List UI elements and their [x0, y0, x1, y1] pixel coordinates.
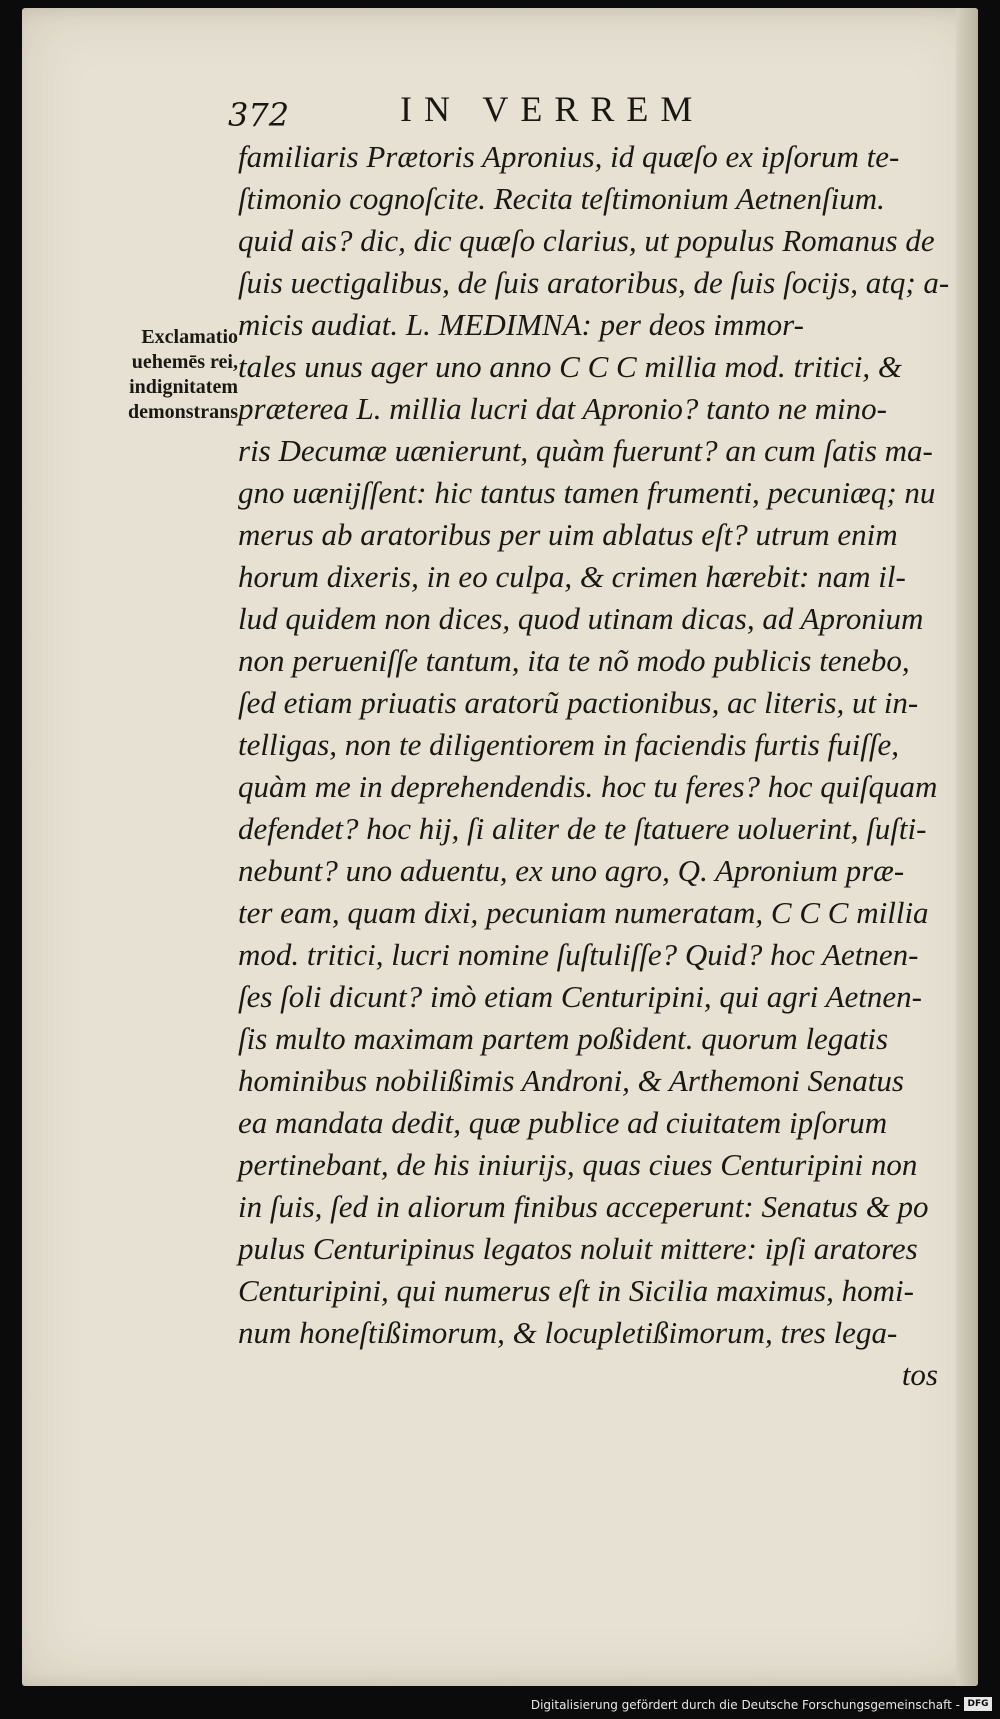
text-line: in ſuis, ſed in aliorum finibus acceperunt: Senatus & po	[238, 1189, 929, 1224]
text-line: horum dixeris, in eo culpa, & crimen hærebit: nam il-	[238, 559, 906, 594]
text-line: mod. tritici, lucri nomine ſuſtuliſſe? Quid? hoc Aetnen-	[238, 937, 919, 972]
text-line: merus ab aratoribus per uim ablatus eſt? utrum enim	[238, 517, 898, 552]
marginal-note-line: demonstrans	[127, 401, 238, 423]
page-number: 372	[228, 96, 290, 134]
text-line: ſtimonio cognoſcite. Recita teſtimonium Aetnenſium.	[238, 181, 885, 216]
text-line: ris Decumæ uænierunt, quàm fuerunt? an cum ſatis ma-	[238, 433, 933, 468]
text-line: hominibus nobilißimis Androni, & Arthemoni Senatus	[238, 1063, 904, 1098]
catchword: tos	[901, 1357, 938, 1392]
text-line: tales unus ager uno anno C C C millia mod. tritici, &	[238, 349, 902, 384]
text-line: num honeſtißimorum, & locupletißimorum, tres lega-	[238, 1315, 898, 1350]
text-line: telligas, non te diligentiorem in faciendis furtis fuiſſe,	[238, 727, 899, 762]
text-line: ſes ſoli dicunt? imò etiam Centuripini, qui agri Aetnen-	[238, 979, 922, 1014]
text-line: non perueniſſe tantum, ita te nõ modo publicis tenebo,	[238, 643, 910, 678]
body-text	[238, 136, 950, 1396]
text-line: familiaris Prætoris Apronius, id quæſo ex ipſorum te-	[238, 139, 900, 174]
text-line: Centuripini, qui numerus eſt in Sicilia maximus, homi-	[238, 1273, 914, 1308]
marginal-note-line: indignitatem	[129, 376, 238, 398]
text-line: quid ais? dic, dic quæſo clarius, ut populus Romanus de	[238, 223, 935, 258]
footer-credit: Digitalisierung gefördert durch die Deutsche Forschungsgemeinschaft -	[530, 1698, 960, 1712]
text-line: ſis multo maximam partem poßident. quorum legatis	[238, 1021, 889, 1056]
text-line: quàm me in deprehendendis. hoc tu feres? hoc quiſquam	[238, 769, 938, 804]
marginal-note-line: uehemēs rei,	[131, 351, 238, 373]
text-line: præterea L. millia lucri dat Apronio? tanto ne mino-	[238, 391, 887, 426]
running-title: IN VERREM	[400, 89, 705, 129]
text-line: gno uænijſſent: hic tantus tamen frumenti, pecuniæq; nu	[238, 475, 936, 510]
text-line: ſed etiam priuatis aratorũ pactionibus, ac literis, ut in-	[238, 685, 919, 720]
text-line: ea mandata dedit, quæ publice ad ciuitatem ipſorum	[238, 1105, 888, 1140]
marginal-note-line: Exclamatio	[141, 326, 238, 348]
text-line: pertinebant, de his iniurijs, quas ciues Centuripini non	[238, 1147, 918, 1182]
page-gutter	[956, 8, 978, 1686]
text-line: ſuis uectigalibus, de ſuis aratoribus, de ſuis ſocijs, atq; a-	[238, 265, 950, 300]
text-line: ter eam, quam dixi, pecuniam numeratam, C C C millia	[238, 895, 929, 930]
dfg-logo-icon: DFG	[964, 1697, 992, 1711]
text-line: lud quidem non dices, quod utinam dicas, ad Apronium	[238, 601, 924, 636]
text-line: micis audiat. L. MEDIMNA: per deos immor-	[238, 307, 804, 342]
marginal-note	[88, 325, 238, 425]
text-line: defendet? hoc hij, ſi aliter de te ſtatuere uoluerint, ſuſti-	[238, 811, 927, 846]
text-line: pulus Centuripinus legatos noluit mittere: ipſi aratores	[238, 1231, 918, 1266]
text-line: nebunt? uno aduentu, ex uno agro, Q. Apronium præ-	[238, 853, 905, 888]
